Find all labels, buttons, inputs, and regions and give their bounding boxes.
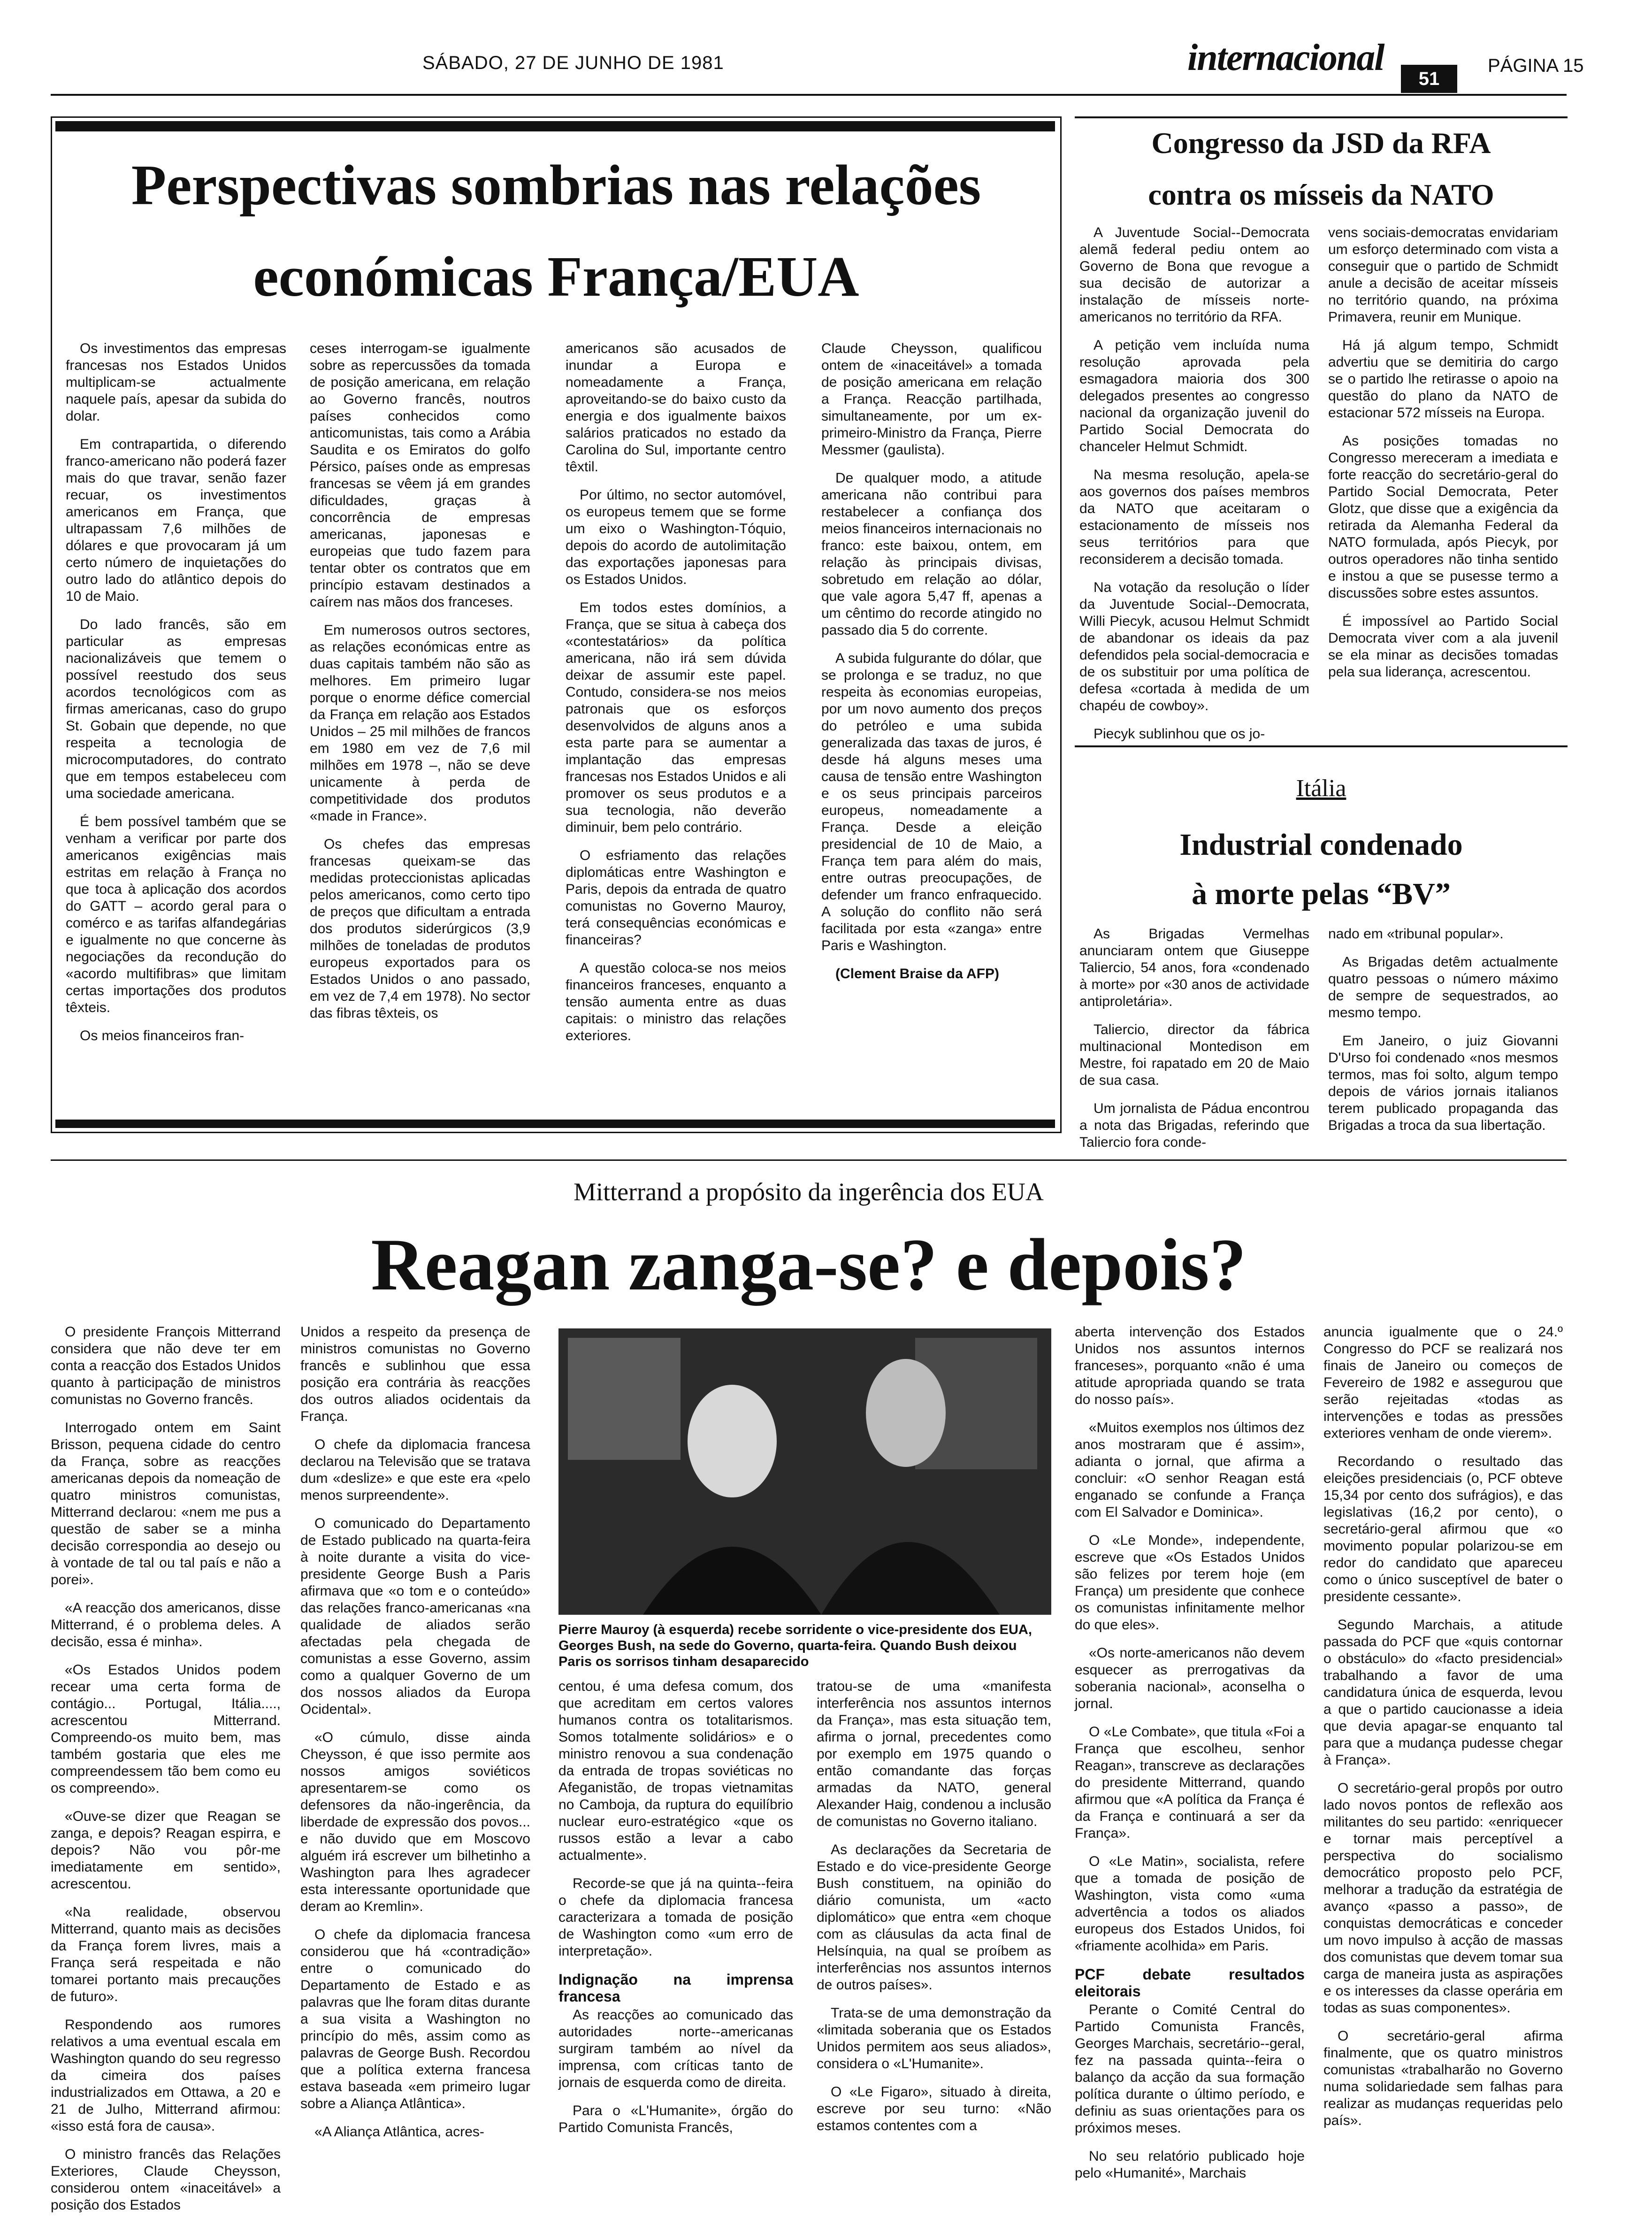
paragraph: centou, é uma defesa comum, dos que acreditam em certos valores humanos contra os totalitarismos. Somos totalmente solidários» e o ministro renovou a sua condenação da entrada de tropas soviéticas no Afeganistão, de tropas vietnamitas no Camboja, da ruptura do equilíbrio nuclear euro-estratégico «que os russos estão a levar a cabo actualmente». — [558, 1679, 793, 1863]
paragraph: O «Le Combate», que titula «Foi a França que escolheu, senhor Reagan», transcreve as declarações do presidente Mitterrand, quando afirmou que «A política da França é da França e continuará a ser da França». — [1075, 1724, 1305, 1841]
article4-column-3 — [558, 1678, 793, 2148]
paragraph: americanos são acusados de inundar a Europa e nomeadamente a França, aproveitando-se do baixo custo da energia e dos igualmente baixos salários praticados no estado da Carolina do Sul, importante centro têxtil. — [566, 341, 786, 475]
paragraph: nado em «tribunal popular». — [1328, 926, 1504, 942]
paragraph: No seu relatório publicado hoje pelo «Humanité», Marchais — [1075, 2148, 1305, 2181]
paragraph: O secretário-geral afirma finalmente, que os quatro ministros comunistas «trabalharão no Governo numa solidariedade sem falhas para realizar as mudanças requeridas pelo país». — [1323, 2028, 1563, 2128]
paragraph: A Juventude Social--Democrata alemã federal pediu ontem ao Governo de Bona que revogue a sua decisão de autorizar a instalação de mísseis norte-americanos no território da RFA. — [1079, 225, 1309, 325]
article-headline-line2: económicas França/EUA — [253, 245, 859, 308]
paragraph: É impossível ao Partido Social Democrata viver com a ala juvenil se ela minar as decisões tomadas pela sua liderança, acrescentou. — [1328, 614, 1558, 680]
page-date: SÁBADO, 27 DE JUNHO DE 1981 — [422, 53, 724, 73]
paragraph: O secretário-geral propôs por outro lado novos pontos de reflexão aos militantes do seu partido: «enriquecer e tornar mais perceptível a perspectiva do socialismo democrático proposto pelo PCF, melhorar a tradução da estratégia de avanço «passo a passo», de conquistas democráticas e conceder um novo impulso à acção de massas dos comunistas que devem tomar sua carga de maneira justa as aspirações e os interesses da classe operária em todas as suas componentes». — [1323, 1780, 1563, 2016]
article2-headline-line1: Congresso da JSD da RFA — [1151, 126, 1491, 160]
box-bottom-bar — [55, 1120, 1055, 1128]
paragraph: aberta intervenção dos Estados Unidos nos assuntos internos franceses», porquanto «não é uma atitude apropriada quando se trata do nosso país». — [1075, 1324, 1305, 1407]
paragraph: O ministro francês das Relações Exteriores, Claude Cheysson, considerou ontem «inaceitável» a posição dos Estados — [51, 2147, 281, 2213]
paragraph: Interrogado ontem em Saint Brisson, pequena cidade do centro da França, sobre as reacções americanas depois da nomeação de quatro ministros comunistas, Mitterrand declarou: «nem me pus a questão de saber se a minha decisão correspondia ao desejo ou à vontade de tal ou tal país e não a porei». — [51, 1420, 281, 1588]
paragraph: «Na realidade, observou Mitterrand, quanto mais as decisões da França forem livres, mais a França será respeitada e não tomarei portanto mais precauções de futuro». — [51, 1904, 281, 2004]
paragraph: O presidente François Mitterrand considera que não deve ter em conta a reacção dos Estados Unidos quanto à participação de ministros comunistas no Governo francês. — [51, 1324, 281, 1407]
paragraph: Os meios financeiros fran- — [80, 1028, 245, 1043]
article3-headline-line1: Industrial condenado — [1179, 828, 1463, 862]
divider-rule — [1075, 745, 1568, 747]
article3-column-2 — [1328, 926, 1558, 1145]
page-number: PÁGINA 15 — [1488, 55, 1584, 76]
header-rule — [51, 94, 1567, 96]
paragraph: O chefe da diplomacia francesa declarou na Televisão que se tratava dum «deslize» e que este era «pelo menos surpreendente». — [300, 1437, 530, 1503]
paragraph: Segundo Marchais, a atitude passada do PCF que «quis contornar o obstáculo» do «facto presidencial» trabalhando a favor de uma candidatura única de esquerda, levou a que o partido caucionasse a ideia que devia apagar-se enquanto tal para que a mudança pudesse chegar à França». — [1323, 1617, 1563, 1768]
article4-column-6 — [1323, 1324, 1563, 2141]
article2-headline-line2: contra os mísseis da NATO — [1148, 178, 1494, 211]
paragraph: «Ouve-se dizer que Reagan se zanga, e depois? Reagan espirra, e depois? Não vou pôr-me imediatamente em sentido», acrescentou. — [51, 1809, 281, 1892]
paragraph: Piecyk sublinhou que os jo- — [1094, 726, 1265, 742]
paragraph: As posições tomadas no Congresso mereceram a imediata e forte reacção do secretário-geral do Partido Social Democrata, Peter Glotz, que disse que a exigência da retirada da Alemanha Federal da NATO formulada, após Piecyk, por outros operadores não tinha sentido e instou a que se pusesse termo a discussões sobre estes assuntos. — [1328, 433, 1558, 601]
section-number-badge: 51 — [1401, 65, 1457, 93]
paragraph: Unidos a respeito da presença de ministros comunistas no Governo francês e sublinhou que essa posição era contrária às reacções dos outros aliados ocidentais da França. — [300, 1324, 530, 1424]
article3-column-1 — [1079, 926, 1309, 1162]
paragraph: Trata-se de uma demonstração da «limitada soberania que os Estados Unidos permitem aos seus aliados», considera o «L'Humanite». — [817, 2005, 1051, 2072]
paragraph: anuncia igualmente que o 24.º Congresso do PCF se realizará nos finais de Janeiro ou começos de Fevereiro de 1982 e assegurou que serão rejeitadas «todas as intervenções e todas as pressões exteriores venham de onde vierem». — [1323, 1324, 1563, 1441]
paragraph: «Os Estados Unidos podem recear uma certa forma de contágio... Portugal, Itália...., acrescentou Mitterrand. Compreendo-os muito bem, mas também gostaria que eles me compreendessem tão bem como eu os compreendo». — [51, 1662, 281, 1796]
article2-column-2 — [1328, 224, 1558, 692]
photo-caption: Pierre Mauroy (à esquerda) recebe sorridente o vice-presidente dos EUA, Georges Bush, na sede do Governo, quarta-feira. Quando Bush deixou Paris os sorrisos tinham desaparecido — [558, 1622, 1032, 1669]
paragraph: O esfriamento das relações diplomáticas entre Washington e Paris, depois da entrada de quatro comunistas no Governo Mauroy, terá consequências económicas e financeiras? — [566, 848, 786, 948]
paragraph: As Brigadas Vermelhas anunciaram ontem que Giuseppe Taliercio, 54 anos, fora «condenado à morte» por «30 anos de actividade antiproletária». — [1079, 926, 1309, 1009]
paragraph: O «Le Figaro», situado à direita, escreve por seu turno: «Não estamos contentes com a — [817, 2084, 1051, 2133]
byline: (Clement Braise da AFP) — [835, 966, 999, 982]
article3-kicker: Itália — [1296, 775, 1346, 802]
paragraph: Em Janeiro, o juiz Giovanni D'Urso foi condenado «nos mesmos termos, mas foi solto, algum tempo depois de vários jornais italianos terem publicado propaganda das Brigadas a troca da sua libertação. — [1328, 1033, 1558, 1133]
paragraph: Claude Cheysson, qualificou ontem de «inaceitável» a tomada de posição americana em relação a França. Reacção partilhada, simultaneamente, por um ex-primeiro-Ministro da França, Pierre Messmer (gaulista). — [821, 341, 1042, 458]
paragraph: «O cúmulo, disse ainda Cheysson, é que isso permite aos nossos amigos soviéticos apresentarem-se como os defensores da não-ingerência, da liberdade de expressão dos povos... e não duvido que em Moscovo alguém irá escrever um bilhetinho a Washington para lhes agradecer esta interessante oportunidade que deram ao Kremlin». — [300, 1730, 530, 1914]
paragraph: Na votação da resolução o líder da Juventude Social--Democrata, Willi Piecyk, acusou Helmut Schmidt de abandonar os ideais da paz defendidos pela social-democracia e de os substituir por uma política de defesa «cortada à medida de um chapéu de cowboy». — [1079, 580, 1309, 714]
paragraph: As reacções ao comunicado das autoridades norte--americanas surgiram também ao nível da imprensa, com críticas tanto de jornais de esquerda como de direita. — [558, 2007, 793, 2090]
paragraph: O «Le Monde», independente, escreve que «Os Estados Unidos são felizes por terem hoje (em França) um presidente que conhece os comunistas infinitamente melhor do que eles». — [1075, 1533, 1305, 1633]
article2-column-1 — [1079, 224, 1309, 754]
paragraph: Para o «L'Humanite», órgão do Partido Comunista Francês, — [558, 2103, 793, 2135]
paragraph: A subida fulgurante do dólar, que se prolonga e se traduz, no que respeita às economias europeias, por um novo aumento dos preços do petróleo e uma subida generalizada das taxas de juros, é desde há alguns meses uma causa de tensão entre Washington e os seus principais parceiros europeus, nomeadamente a França. Desde a eleição presidencial de 10 de Maio, a França tem para além do mais, entre outras preocupações, de defender um franco enfraquecido. A solução do conflito não será facilitada por esta «zanga» entre Paris e Washington. — [821, 651, 1042, 953]
paragraph: É bem possível também que se venham a verificar por parte dos americanos exigências mais estritas em relação à França no que toca à aplicação dos acordos do GATT – acordo geral para o comérco e as tarifas alfandegárias e igualmente no que concerne às negociações da recondução do «acordo multifibras» que limitam certas importações dos produtos têxteis. — [66, 814, 286, 1015]
article4-top-rule — [51, 1159, 1567, 1161]
paragraph: Os investimentos das empresas francesas nos Estados Unidos multiplicam-se actualmente naquele país, apesar da subida do dolar. — [66, 341, 286, 424]
paragraph: ceses interrogam-se igualmente sobre as repercussões da tomada de posição americana, em relação ao Governo francês, noutros países conhecidos como anticomunistas, tais como a Arábia Saudita e os Emiratos do golfo Pérsico, países onde as empresas francesas se vêem já em grandes dificuldades, graças à concorrência de empresas americanas, japonesas e europeias que tudo fazem para tentar obter os contratos que em princípio estavam destinados a caírem nas mãos dos franceses. — [310, 341, 530, 610]
article4-column-5 — [1075, 1324, 1305, 2193]
box-top-bar — [55, 121, 1055, 131]
article4-column-2 — [300, 1324, 530, 2152]
article4-column-4 — [817, 1678, 1051, 2146]
subheading: Indignação na imprensa francesa — [558, 1971, 793, 2005]
section-title: internacional — [1187, 37, 1384, 78]
subheading: PCF debate resultados eleitorais — [1075, 1966, 1305, 2000]
paragraph: A petição vem incluída numa resolução aprovada pela esmagadora maioria dos 300 delegados presentes ao congresso nacional da organização juvenil do Partido Social Democrata do chanceler Helmut Schmidt. — [1079, 338, 1309, 454]
paragraph: As Brigadas detêm actualmente quatro pessoas o número máximo de sempre de sequestrados, ao mesmo tempo. — [1328, 954, 1558, 1020]
paragraph: Do lado francês, são em particular as empresas nacionalizáveis que temem o possível reestudo dos seus acordos tecnológicos com as firmas americanas, caso do grupo St. Gobain que depende, no que respeita a tecnologia de microcomputadores, do contrato que em tempos estabeleceu com uma sociedade americana. — [66, 617, 286, 801]
article4-kicker: Mitterrand a propósito da ingerência dos EUA — [574, 1178, 1044, 1206]
article3-headline-line2: à morte pelas “BV” — [1192, 877, 1451, 911]
paragraph: «Os norte-americanos não devem esquecer as prerrogativas da soberania nacional», aconselha o jornal. — [1075, 1645, 1305, 1711]
paragraph: Os chefes das empresas francesas queixam-se das medidas proteccionistas aplicadas pelos americanos, como certo tipo de preços que dificultam a entrada dos produtos siderúrgicos (3,9 milhões de toneladas de produtos europeus exportados para os Estados Unidos o ano passado, em vez de 7,4 em 1978). No sector das fibras têxteis, os — [310, 836, 530, 1021]
paragraph: Em contrapartida, o diferendo franco-americano não poderá fazer mais do que travar, senão fazer recuar, os investimentos americanos em França, que ultrapassam 7,6 milhões de dólares e que provocaram já um certo número de inquietações do outro lado do atlântico depois do 10 de Maio. — [66, 437, 286, 604]
paragraph: Há já algum tempo, Schmidt advertiu que se demitiria do cargo se o partido lhe retirasse o apoio na questão do plano da NATO de estacionar 572 mísseis na Europa. — [1328, 338, 1558, 421]
paragraph: Taliercio, director da fábrica multinacional Montedison em Mestre, foi rapatado em 20 de Maio de sua casa. — [1079, 1022, 1309, 1088]
article1-column-3 — [566, 340, 786, 1056]
paragraph: O chefe da diplomacia francesa considerou que há «contradição» entre o comunicado do Departamento de Estado e as palavras que lhe foram ditas durante a sua visita a Washington no princípio do mês, assim como as palavras de George Bush. Recordou que a política externa francesa estava baseada «em primeiro lugar sobre a Aliança Atlântica». — [300, 1927, 530, 2111]
article1-column-1 — [66, 340, 286, 1056]
paragraph: A questão coloca-se nos meios financeiros franceses, enquanto a tensão aumenta entre as duas capitais: o ministro das relações exteriores. — [566, 960, 786, 1043]
paragraph: «A reacção dos americanos, disse Mitterrand, é o problema deles. A decisão, essa é minha». — [51, 1600, 281, 1650]
right-top-rule — [1075, 116, 1568, 118]
paragraph: «A Aliança Atlântica, acres- — [314, 2124, 484, 2140]
paragraph: vens sociais-democratas envidariam um esforço determinado com vista a conseguir que o partido de Schmidt anule a decisão de aceitar mísseis no território quando, na próxima Primavera, reunir em Munique. — [1328, 225, 1558, 325]
article1-column-2 — [310, 340, 530, 1033]
paragraph: As declarações da Secretaria de Estado e do vice-presidente George Bush constituem, na opinião do diário comunista, um «acto diplomático» que entra «em choque com as cláusulas da acta final de Helsínquia, na qual se proíbem as interferências nos assuntos internos de outros países». — [817, 1842, 1051, 1993]
paragraph: O comunicado do Departamento de Estado publicado na quarta-feira à noite durante a visita do vice-presidente George Bush a Paris afirmava que «o tom e o conteúdo» das relações franco-americanas «na qualidade de aliados serão afectadas pela chegada de comunistas a esse Governo, assim como a qualquer Governo de um dos nossos aliados da Europa Ocidental». — [300, 1516, 530, 1717]
paragraph: tratou-se de uma «manifesta interferência nos assuntos internos da França», mas esta situação tem, afirma o jornal, precedentes como por exemplo em 1975 quando o então comandante das forças armadas da NATO, general Alexander Haig, condenou a inclusão de comunistas no Governo italiano. — [817, 1679, 1051, 1829]
paragraph: Um jornalista de Pádua encontrou a nota das Brigadas, referindo que Taliercio fora conde- — [1079, 1101, 1309, 1150]
paragraph: Respondendo aos rumores relativos a uma eventual escala em Washington quando do seu regresso da cimeira dos países industrializados em Ottawa, a 20 e 21 de Julho, Mitterrand afirmou: «isso está fora de causa». — [51, 2017, 281, 2134]
paragraph: O «Le Matin», socialista, refere que a tomada de posição de Washington, vista como «uma advertência a todos os aliados europeus dos Estados Unidos, foi «friamente acolhida» em Paris. — [1075, 1854, 1305, 1954]
news-photo — [558, 1328, 1051, 1615]
paragraph: Recordando o resultado das eleições presidenciais (o, PCF obteve 15,34 por cento dos sufrágios), e das legislativas (16,2 por cento), o secretário-geral afirmou que «o movimento popular polarizou-se em redor do candidato que apareceu como o único susceptível de bater o presidente cessante». — [1323, 1454, 1563, 1604]
paragraph: De qualquer modo, a atitude americana não contribui para restabelecer a confiança dos meios financeiros internacionais no franco: este baixou, ontem, em relação às principais divisas, sobretudo em relação ao dólar, que vale agora 5,47 ff, apenas a um cêntimo do recorde atingido no passado dia 5 do corrente. — [821, 470, 1042, 638]
paragraph: Em numerosos outros sectores, as relações económicas entre as duas capitais também não são as melhores. Em primeiro lugar porque o enorme défice comercial da França em relação aos Estados Unidos – 25 mil milhões de francos em 1980 em vez de 7,6 mil milhões em 1978 –, não se deve unicamente à perda de competitividade dos produtos «made in France». — [310, 622, 530, 824]
article4-column-1 — [51, 1324, 281, 2225]
paragraph: Na mesma resolução, apela-se aos governos dos países membros da NATO que aceitaram o estacionamento de mísseis nos seus territórios para que reconsiderem a decisão tomada. — [1079, 467, 1309, 567]
paragraph: Por último, no sector automóvel, os europeus temem que se forme um eixo o Washington-Tóquio, depois do acordo de autolimitação das exportações japonesas para os Estados Unidos. — [566, 487, 786, 587]
paragraph: Em todos estes domínios, a França, que se situa à cabeça dos «contestatários» da política americana, não irá sem dúvida deixar de assumir este papel. Contudo, considera-se nos meios patronais que os esforços desenvolvidos de alguns anos a esta parte para se aumentar a implantação das empresas francesas nos Estados Unidos e ali promover os seus produtos e a sua tecnologia, não deverão diminuir, bem pelo contrário. — [566, 600, 786, 835]
paragraph: «Muitos exemplos nos últimos dez anos mostraram que é assim», adianta o jornal, que afirma a concluir: «O senhor Reagan está enganado se confunde a França com El Salvador e Dominica». — [1075, 1420, 1305, 1520]
photo-silhouettes — [558, 1328, 1051, 1615]
article-headline-line1: Perspectivas sombrias nas relações — [131, 153, 981, 217]
article1-column-4 — [821, 340, 1042, 994]
article4-headline: Reagan zanga-se? e depois? — [371, 1224, 1247, 1306]
paragraph: Perante o Comité Central do Partido Comunista Francês, Georges Marchais, secretário--geral, fez na passada quinta--feira o balanço da acção da sua formação política durante o último período, e definiu as suas orientações para os próximos meses. — [1075, 2002, 1305, 2136]
paragraph: Recorde-se que já na quinta--feira o chefe da diplomacia francesa caracterizara a tomada de posição de Washington como «um erro de interpretação». — [558, 1876, 793, 1959]
